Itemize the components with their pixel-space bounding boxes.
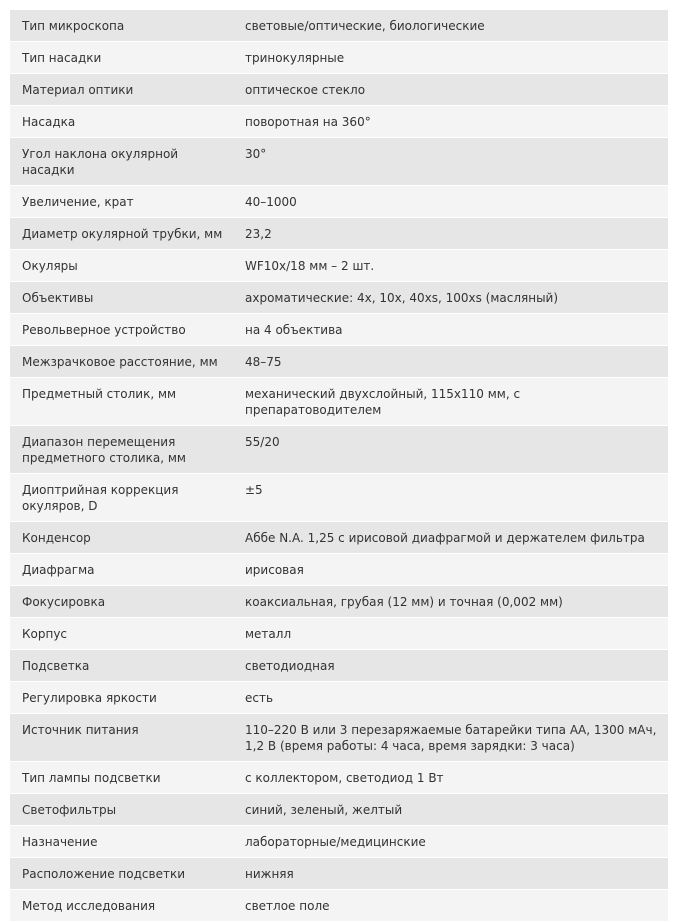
spec-row xyxy=(10,250,668,282)
spec-row xyxy=(10,474,668,522)
spec-row xyxy=(10,650,668,682)
spec-value: оптическое стекло xyxy=(233,74,668,106)
spec-row xyxy=(10,282,668,314)
spec-row xyxy=(10,858,668,890)
spec-value: на 4 объектива xyxy=(233,314,668,346)
spec-value: тринокулярные xyxy=(233,42,668,74)
spec-row xyxy=(10,314,668,346)
spec-row xyxy=(10,106,668,138)
spec-value: лабораторные/медицинские xyxy=(233,826,668,858)
spec-key: Корпус xyxy=(10,618,233,650)
spec-row xyxy=(10,10,668,42)
spec-row xyxy=(10,426,668,474)
spec-key: Тип насадки xyxy=(10,42,233,74)
spec-value: 55/20 xyxy=(233,426,668,474)
spec-key: Диапазон перемещения предметного столика, мм xyxy=(10,426,233,474)
spec-key: Назначение xyxy=(10,826,233,858)
spec-row xyxy=(10,346,668,378)
spec-value: 23,2 xyxy=(233,218,668,250)
spec-key: Светофильтры xyxy=(10,794,233,826)
spec-key: Подсветка xyxy=(10,650,233,682)
spec-key: Окуляры xyxy=(10,250,233,282)
spec-value: 30° xyxy=(233,138,668,186)
spec-value: коаксиальная, грубая (12 мм) и точная (0,002 мм) xyxy=(233,586,668,618)
spec-key: Расположение подсветки xyxy=(10,858,233,890)
spec-key: Материал оптики xyxy=(10,74,233,106)
spec-key: Угол наклона окулярной насадки xyxy=(10,138,233,186)
spec-key: Метод исследования xyxy=(10,890,233,922)
spec-row xyxy=(10,714,668,762)
spec-value: металл xyxy=(233,618,668,650)
spec-value: световые/оптические, биологические xyxy=(233,10,668,42)
spec-value: 110–220 В или 3 перезаряжаемые батарейки типа АА, 1300 мАч, 1,2 В (время работы: 4 часа, время зарядки: 3 часа) xyxy=(233,714,668,762)
specifications-table xyxy=(10,10,668,922)
spec-value: нижняя xyxy=(233,858,668,890)
spec-key: Регулировка яркости xyxy=(10,682,233,714)
spec-key: Фокусировка xyxy=(10,586,233,618)
spec-key: Тип лампы подсветки xyxy=(10,762,233,794)
spec-key: Диаметр окулярной трубки, мм xyxy=(10,218,233,250)
spec-row xyxy=(10,378,668,426)
spec-row xyxy=(10,682,668,714)
spec-value: поворотная на 360° xyxy=(233,106,668,138)
spec-row xyxy=(10,74,668,106)
spec-value: синий, зеленый, желтый xyxy=(233,794,668,826)
spec-row xyxy=(10,186,668,218)
specifications-table-body xyxy=(10,10,668,922)
spec-value: 48–75 xyxy=(233,346,668,378)
spec-row xyxy=(10,42,668,74)
spec-row xyxy=(10,586,668,618)
spec-key: Диоптрийная коррекция окуляров, D xyxy=(10,474,233,522)
spec-key: Диафрагма xyxy=(10,554,233,586)
spec-key: Револьверное устройство xyxy=(10,314,233,346)
spec-row xyxy=(10,826,668,858)
spec-row xyxy=(10,522,668,554)
spec-value: светодиодная xyxy=(233,650,668,682)
spec-row xyxy=(10,554,668,586)
spec-row xyxy=(10,218,668,250)
spec-value: ахроматические: 4x, 10x, 40xs, 100xs (масляный) xyxy=(233,282,668,314)
spec-value: 40–1000 xyxy=(233,186,668,218)
spec-value: механический двухслойный, 115x110 мм, с препаратоводителем xyxy=(233,378,668,426)
spec-key: Объективы xyxy=(10,282,233,314)
spec-row xyxy=(10,618,668,650)
spec-value: светлое поле xyxy=(233,890,668,922)
spec-key: Тип микроскопа xyxy=(10,10,233,42)
spec-key: Увеличение, крат xyxy=(10,186,233,218)
spec-row xyxy=(10,890,668,922)
spec-key: Предметный столик, мм xyxy=(10,378,233,426)
spec-value: ±5 xyxy=(233,474,668,522)
spec-key: Конденсор xyxy=(10,522,233,554)
spec-key: Межзрачковое расстояние, мм xyxy=(10,346,233,378)
spec-key: Насадка xyxy=(10,106,233,138)
spec-value: ирисовая xyxy=(233,554,668,586)
spec-value: Аббе N.A. 1,25 с ирисовой диафрагмой и держателем фильтра xyxy=(233,522,668,554)
spec-row xyxy=(10,794,668,826)
spec-value: есть xyxy=(233,682,668,714)
spec-value: с коллектором, светодиод 1 Вт xyxy=(233,762,668,794)
spec-key: Источник питания xyxy=(10,714,233,762)
spec-row xyxy=(10,762,668,794)
spec-value: WF10x/18 мм – 2 шт. xyxy=(233,250,668,282)
spec-row xyxy=(10,138,668,186)
